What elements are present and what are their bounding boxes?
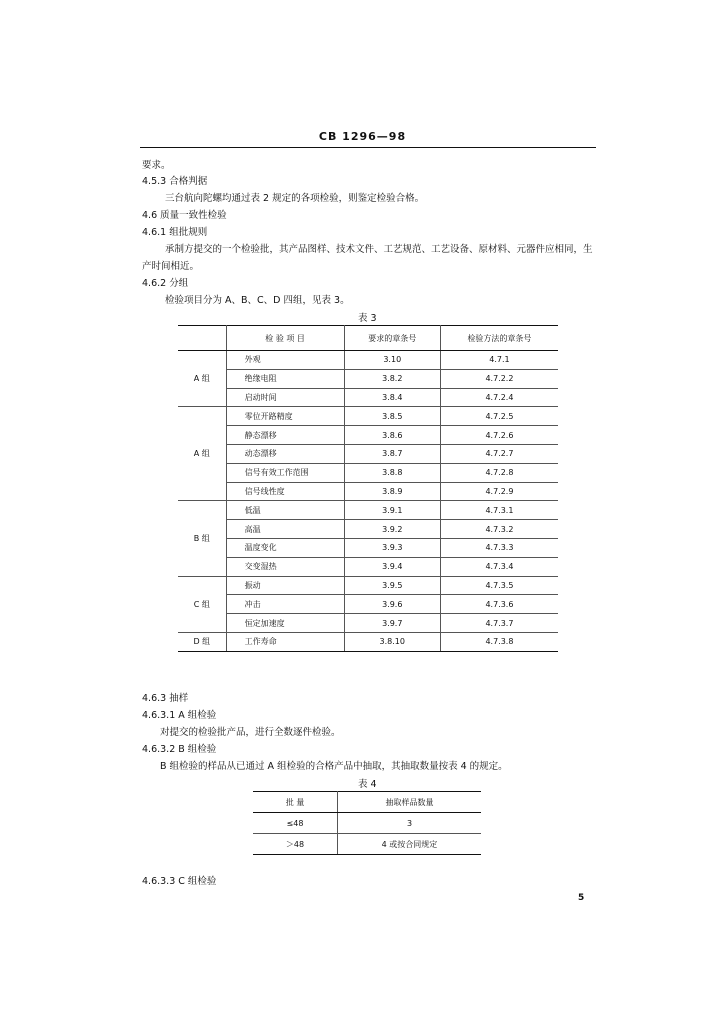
table-cell: 3.9.3 [344,538,440,557]
table-row [178,388,558,407]
table-cell: 4.7.2.6 [440,426,558,445]
table-cell: 4.7.2.5 [440,407,558,426]
table-row [178,444,558,463]
table-cell: 静态漂移 [226,426,344,445]
inspection-items-table [178,325,558,652]
table-cell: 启动时间 [226,388,344,407]
table-cell: 3.9.2 [344,520,440,539]
table-cell: 冲击 [226,595,344,614]
table-cell: 4.7.2.7 [440,444,558,463]
table-cell: 温度变化 [226,538,344,557]
section-heading: 4.6.2 分组 [142,278,189,289]
section-heading: 4.6 质量一致性检验 [142,210,227,221]
table-cell: 3.8.8 [344,463,440,482]
table-cell: 低温 [226,501,344,520]
table-row [178,482,558,501]
group-cell: D 组 [178,632,226,651]
table-row [178,501,558,520]
table-header-cell: 检验方法的章条号 [440,326,558,351]
table-cell: 4 或按合同规定 [338,834,482,855]
table-header-row [253,792,481,813]
table-row [178,632,558,651]
table-row [178,595,558,614]
table-cell: 外观 [226,351,344,370]
section-heading: 4.6.1 组批规则 [142,227,208,238]
group-cell: B 组 [178,501,226,576]
table-header-cell [178,326,226,351]
page-number: 5 [578,893,585,903]
table-cell: 4.7.2.2 [440,369,558,388]
table-row [178,576,558,595]
table-row [253,813,481,834]
table-cell: 3.8.10 [344,632,440,651]
table-cell: 4.7.3.4 [440,557,558,576]
section-heading: 4.6.3.2 B 组检验 [142,744,217,755]
group-cell: A 组 [178,351,226,407]
table-header-cell: 要求的章条号 [344,326,440,351]
table-cell: 3.8.9 [344,482,440,501]
table-cell: 4.7.2.9 [440,482,558,501]
text-line: 要求。 [142,160,171,171]
table-cell: 信号线性度 [226,482,344,501]
header-rule [140,147,596,148]
table-cell: 3 [338,813,482,834]
text-line: 三台航向陀螺均通过表 2 规定的各项检验，则鉴定检验合格。 [165,193,425,204]
table-cell: 信号有效工作范围 [226,463,344,482]
table-header-row [178,326,558,351]
section-heading: 4.6.3.3 C 组检验 [142,876,217,887]
table-row [178,520,558,539]
table-cell: 3.8.4 [344,388,440,407]
table-cell: 4.7.3.7 [440,614,558,633]
table-row [178,614,558,633]
table-cell: 4.7.2.4 [440,388,558,407]
table-cell: 4.7.1 [440,351,558,370]
table-row [178,463,558,482]
table-row [253,834,481,855]
table-row [178,557,558,576]
table-cell: 工作寿命 [226,632,344,651]
section-heading: 4.6.3 抽样 [142,693,189,704]
table-cell: 3.9.6 [344,595,440,614]
table-cell: 4.7.3.3 [440,538,558,557]
table-row [178,538,558,557]
table-cell: 4.7.2.8 [440,463,558,482]
table-cell: 3.9.1 [344,501,440,520]
table-cell: ≤48 [253,813,338,834]
table-cell: 3.9.5 [344,576,440,595]
group-cell: A 组 [178,407,226,501]
table-cell: 4.7.3.6 [440,595,558,614]
section-heading: 4.6.3.1 A 组检验 [142,710,217,721]
table-cell: 4.7.3.5 [440,576,558,595]
table-cell: 3.9.4 [344,557,440,576]
table-cell: 零位开路精度 [226,407,344,426]
table-row [178,407,558,426]
text-line: 承制方提交的一个检验批，其产品图样、技术文件、工艺规范、工艺设备、原材料、元器件应相同，生 [165,244,593,255]
table-cell: 4.7.3.2 [440,520,558,539]
table-cell: 3.9.7 [344,614,440,633]
table-cell: 4.7.3.1 [440,501,558,520]
table-cell: 4.7.3.8 [440,632,558,651]
table-cell: 交变湿热 [226,557,344,576]
table-cell: 3.8.2 [344,369,440,388]
document-code-header: CB 1296—98 [318,130,407,143]
table4-caption: 表 4 [358,779,377,790]
group-cell: C 组 [178,576,226,632]
table-row [178,351,558,370]
table-row [178,369,558,388]
text-line: 检验项目分为 A、B、C、D 四组，见表 3。 [165,295,350,306]
text-line: 产时间相近。 [142,261,200,272]
table-cell: 动态漂移 [226,444,344,463]
table-row [178,426,558,445]
table-cell: 3.8.7 [344,444,440,463]
table-cell: 3.10 [344,351,440,370]
table-cell: 3.8.6 [344,426,440,445]
table-cell: ＞48 [253,834,338,855]
table-header-cell: 批 量 [253,792,338,813]
table-header-cell: 检 验 项 目 [226,326,344,351]
table-cell: 高温 [226,520,344,539]
section-heading: 4.5.3 合格判据 [142,176,208,187]
table-cell: 恒定加速度 [226,614,344,633]
text-line: B 组检验的样品从已通过 A 组检验的合格产品中抽取，其抽取数量按表 4 的规定。 [160,761,508,772]
sampling-table [253,791,481,855]
table-cell: 振动 [226,576,344,595]
text-line: 对提交的检验批产品，进行全数逐件检验。 [160,727,341,738]
table3-caption: 表 3 [358,313,377,324]
table-cell: 3.8.5 [344,407,440,426]
table-header-cell: 抽取样品数量 [338,792,482,813]
table-cell: 绝缘电阻 [226,369,344,388]
